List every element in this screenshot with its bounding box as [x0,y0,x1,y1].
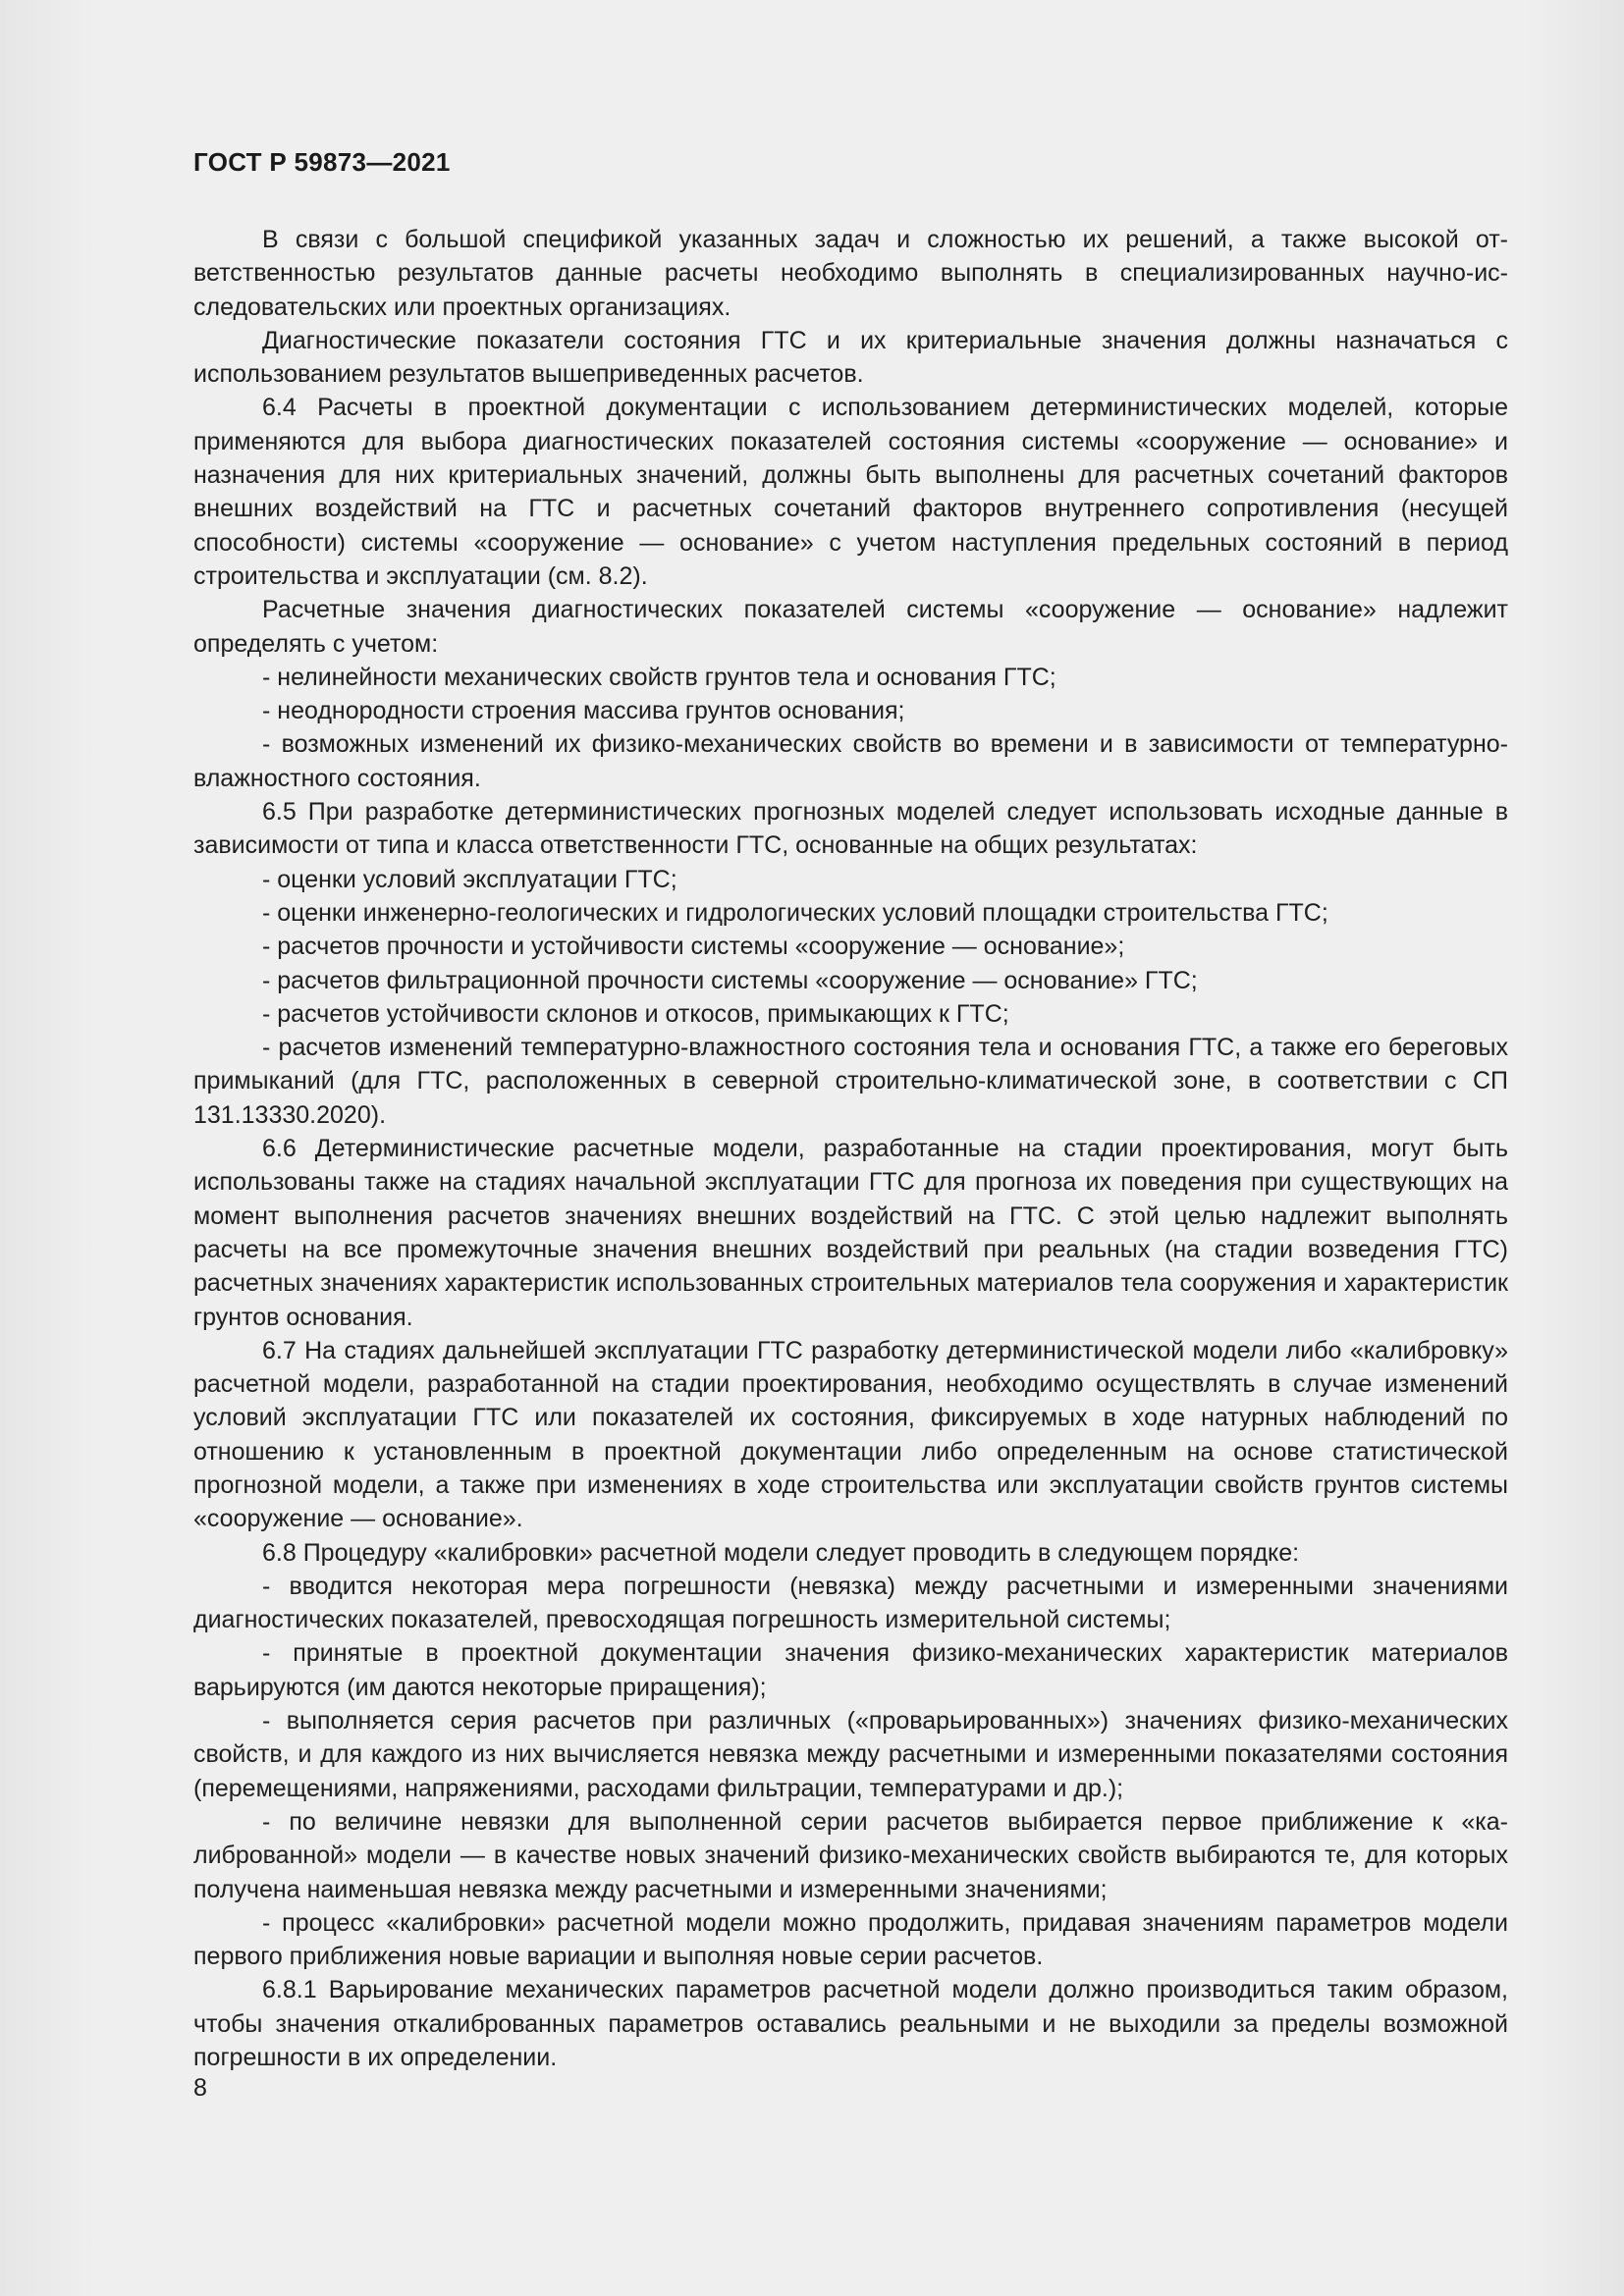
list-item: - оценки условий эксплуатации ГТС; [262,865,677,893]
list-item: - расчетов фильтрационной прочности системы «сооружение — основание» ГТС; [262,966,1198,994]
list-item: - неоднородности строения массива грунтов основания; [262,697,905,725]
list-item: - выполняется серия расчетов при различных («проварьированных») значениях физико-механических свойств, и для каждого из них вычисляется невязка между расчетными и измеренными показателями состояния (перемещениями, напряжениями, расходами фильтрации, температурами и др.); [193,1707,1508,1802]
list-item: - оценки инженерно-геологических и гидрологических условий площадки строительства ГТС; [262,898,1328,927]
paragraph: Расчетные значения диагностических показателей системы «сооружение — основание» надлежит определять с учетом: [193,596,1508,658]
list-item: - возможных изменений их физико-механических свойств во времени и в зависимости от температурно-влажностного состояния. [193,730,1508,792]
list-item: - принятые в проектной документации значения физико-механических характеристик материалов варьируются (им даются некоторые приращения); [193,1639,1508,1701]
paragraph: 6.8.1 Варьирование механических параметров расчетной модели должно производиться таким образом, чтобы значения откалиброванных параметров оставались реальными и не выходили за пределы возможной погрешности в их определении. [193,1976,1508,2072]
page-number: 8 [193,2074,207,2102]
paragraph: 6.8 Процедуру «калибровки» расчетной модели следует проводить в следующем порядке: [262,1538,1300,1567]
paragraph: 6.7 На стадиях дальнейшей эксплуатации ГТС разработку детерминистической модели либо «калибровку» расчетной модели, разработанной на стадии проектирования, необходимо осуществлять в случае изменений условий эксплуатации ГТС или показателей их состояния, фиксируемых в ходе натурных наблюдений по отношению к установленным в проектной документации либо определенным на основе статистической прогнозной модели, а также при изменениях в ходе строительства или эксплуатации свойств грунтов системы «сооружение — основание». [193,1336,1508,1533]
list-item: - процесс «калибровки» расчетной модели можно продолжить, придавая значениям параметров модели первого приближения новые вариации и выполняя новые серии расчетов. [193,1908,1508,1971]
paragraph: 6.5 При разработке детерминистических прогнозных моделей следует использовать исходные данные в зависимости от типа и класса ответственности ГТС, основанные на общих результатах: [193,798,1508,860]
list-item: - по величине невязки для выполненной серии расчетов выбирается первое приближение к «калиброванной» модели — в качестве новых значений физико-механических свойств выбираются те, для которых получена наименьшая невязка между расчетными и измеренными значениями; [193,1807,1508,1903]
document-header: ГОСТ Р 59873—2021 [193,147,451,177]
paragraph: 6.6 Детерминистические расчетные модели, разработанные на стадии проектирования, могут быть использованы также на стадиях начальной эксплуатации ГТС для прогноза их поведения при существующих на момент выполнения расчетов значениях внешних воздействий на ГТС. С этой целью надлежит выполнять расчеты на все промежуточные значения внешних воздействий при реальных (на стадии возведения ГТС) расчетных значениях характеристик использованных строительных материалов тела сооружения и характеристик грунтов основания. [193,1135,1508,1331]
paragraph: В связи с большой спецификой указанных задач и сложностью их решений, а также высокой ответственностью результатов данные расчеты необходимо выполнять в специализированных научно-исследовательских или проектных организациях. [193,226,1508,321]
paragraph: Диагностические показатели состояния ГТС и их критериальные значения должны назначаться с использованием результатов вышеприведенных расчетов. [193,326,1508,389]
document-body [193,223,1508,2074]
paragraph: 6.4 Расчеты в проектной документации с использованием детерминистических моделей, которые применяются для выбора диагностических показателей состояния системы «сооружение — основание» и назначения для них критериальных значений, должны быть выполнены для расчетных сочетаний факторов внешних воздействий на ГТС и расчетных сочетаний факторов внутреннего сопротивления (несущей способности) системы «сооружение — основание» с учетом наступления предельных состояний в период строительства и эксплуатации (см. 8.2). [193,394,1508,590]
list-item: - вводится некоторая мера погрешности (невязка) между расчетными и измеренными значениями диагностических показателей, превосходящая погрешность измерительной системы; [193,1572,1508,1634]
list-item: - расчетов изменений температурно-влажностного состояния тела и основания ГТС, а также его береговых примыканий (для ГТС, расположенных в северной строительно-климатической зоне, в соответствии с СП 131.13330.2020). [193,1034,1508,1129]
list-item: - расчетов прочности и устойчивости системы «сооружение — основание»; [262,933,1125,961]
list-item: - нелинейности механических свойств грунтов тела и основания ГТС; [262,663,1056,691]
list-item: - расчетов устойчивости склонов и откосов, примыкающих к ГТС; [262,999,1009,1028]
